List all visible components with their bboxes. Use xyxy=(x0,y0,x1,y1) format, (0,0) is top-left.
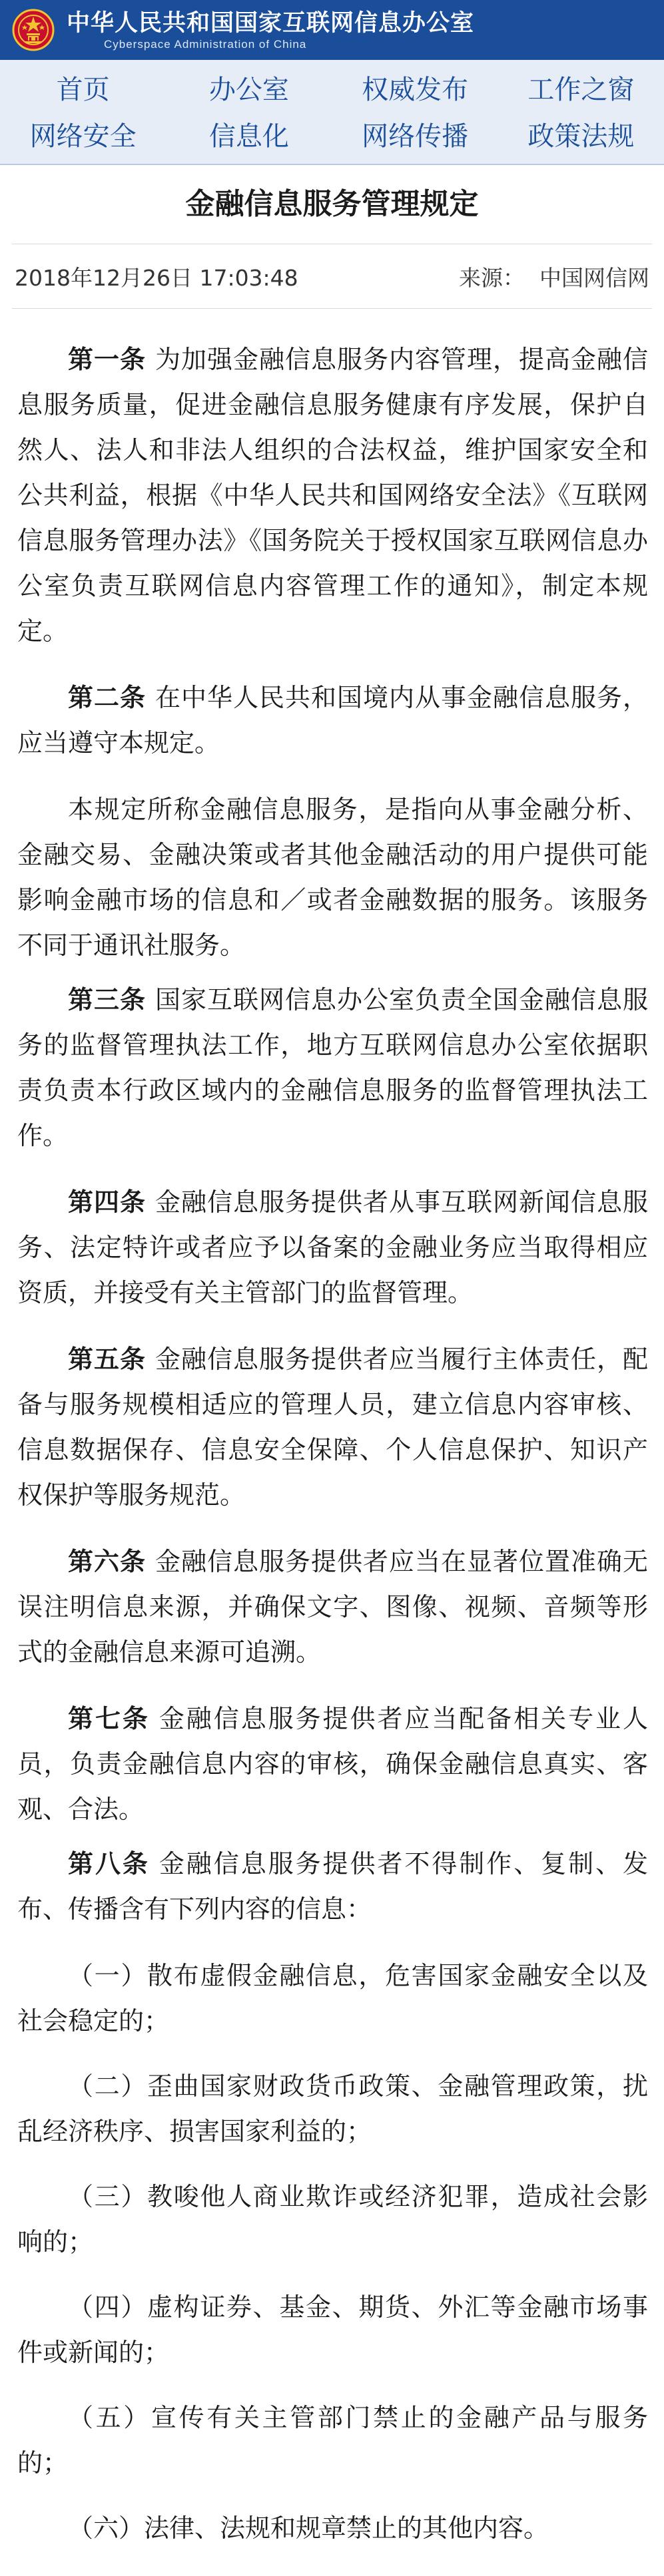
article-text: 金融信息服务提供者应当在显著位置准确无误注明信息来源，并确保文字、图像、视频、音频等形式的金融信息来源可追溯。 xyxy=(17,1547,648,1667)
article-list-item: （一）散布虚假金融信息，危害国家金融安全以及社会稳定的； xyxy=(17,1961,648,2036)
nav-item-office[interactable]: 办公室 xyxy=(208,75,289,105)
site-header xyxy=(0,0,664,60)
article-paragraph xyxy=(17,337,648,654)
nav-item-cybersecurity[interactable]: 网络安全 xyxy=(29,121,137,152)
article-text: 金融信息服务提供者不得制作、复制、发布、传播含有下列内容的信息： xyxy=(17,1849,648,1924)
article-list-item: （四）虚构证券、基金、期货、外汇等金融市场事件或新闻的； xyxy=(17,2292,648,2367)
nav-item-communication[interactable]: 网络传播 xyxy=(362,121,469,152)
article-text: 金融信息服务提供者应当配备相关专业人员，负责金融信息内容的审核，确保金融信息真实、客观、合法。 xyxy=(17,1704,648,1824)
national-emblem-icon[interactable] xyxy=(12,9,55,51)
article-text: 金融信息服务提供者从事互联网新闻信息服务、法定特许或者应予以备案的金融业务应当取得相应资质，并接受有关主管部门的监督管理。 xyxy=(17,1187,648,1307)
article-heading: 第二条 xyxy=(68,683,146,712)
article-heading: 第五条 xyxy=(68,1345,146,1374)
main-nav xyxy=(0,60,664,165)
article-heading: 第三条 xyxy=(68,985,146,1014)
article-text: 本规定所称金融信息服务，是指向从事金融分析、金融交易、金融决策或者其他金融活动的用户提供可能影响金融市场的信息和／或者金融数据的服务。该服务不同于通讯社服务。 xyxy=(17,795,648,960)
article-paragraph xyxy=(17,1539,648,1675)
nav-item-home[interactable]: 首页 xyxy=(56,75,110,105)
nav-item-policy[interactable]: 政策法规 xyxy=(527,121,635,152)
nav-row-2 xyxy=(0,113,664,160)
article-paragraph xyxy=(17,1180,648,1315)
article-heading: 第四条 xyxy=(68,1187,146,1217)
source-value: 中国网信网 xyxy=(539,264,649,291)
article-list-item: （五）宣传有关主管部门禁止的金融产品与服务的； xyxy=(17,2403,648,2477)
article-text: 为加强金融信息服务内容管理，提高金融信息服务质量，促进金融信息服务健康有序发展，保护自然人、法人和非法人组织的合法权益，维护国家安全和公共利益，根据《中华人民共和国网络安全法》《互联网信息服务管理办法》《国务院关于授权国家互联网信息办公室负责互联网信息内容管理工作的通知》，制定本规定。 xyxy=(17,345,648,646)
article-heading: 第八条 xyxy=(68,1849,150,1878)
article-meta xyxy=(0,244,664,308)
nav-row-1 xyxy=(0,67,664,113)
nav-item-informatization[interactable]: 信息化 xyxy=(208,121,289,152)
article-heading: 第六条 xyxy=(68,1547,146,1576)
source-label: 来源： xyxy=(459,264,525,291)
article-list-item: （二）歪曲国家财政货币政策、金融管理政策，扰乱经济秩序、损害国家利益的； xyxy=(17,2071,648,2146)
nav-item-releases[interactable]: 权威发布 xyxy=(362,75,469,105)
article-paragraph xyxy=(17,787,648,968)
article-source xyxy=(459,261,649,292)
article-list-item: （六）法律、法规和规章禁止的其他内容。 xyxy=(68,2513,549,2543)
site-name-en: Cyberspace Administration of China xyxy=(104,38,307,51)
article-title: 金融信息服务管理规定 xyxy=(185,187,479,221)
nav-item-work[interactable]: 工作之窗 xyxy=(527,75,635,105)
article-paragraph xyxy=(17,1696,648,1832)
article-text: 国家互联网信息办公室负责全国金融信息服务的监督管理执法工作，地方互联网信息办公室依据职责负责本行政区域内的金融信息服务的监督管理执法工作。 xyxy=(17,985,648,1150)
article-heading: 第七条 xyxy=(68,1704,150,1733)
article-list-item: （三）教唆他人商业欺诈或经济犯罪，造成社会影响的； xyxy=(17,2182,648,2256)
article-datetime: 2018年12月26日 17:03:48 xyxy=(15,264,298,291)
article-paragraph xyxy=(17,1337,648,1518)
site-brand xyxy=(67,9,474,51)
article-heading: 第一条 xyxy=(68,345,146,374)
article-body xyxy=(0,309,664,2551)
article-paragraph xyxy=(17,977,648,1158)
article-paragraph xyxy=(17,1841,648,1932)
article-text: 在中华人民共和国境内从事金融信息服务，应当遵守本规定。 xyxy=(17,683,648,757)
article-text: 金融信息服务提供者应当履行主体责任，配备与服务规模相适应的管理人员，建立信息内容审核、信息数据保存、信息安全保障、个人信息保护、知识产权保护等服务规范。 xyxy=(17,1345,648,1510)
site-name-cn[interactable]: 中华人民共和国国家互联网信息办公室 xyxy=(67,10,475,37)
article-paragraph xyxy=(17,675,648,765)
